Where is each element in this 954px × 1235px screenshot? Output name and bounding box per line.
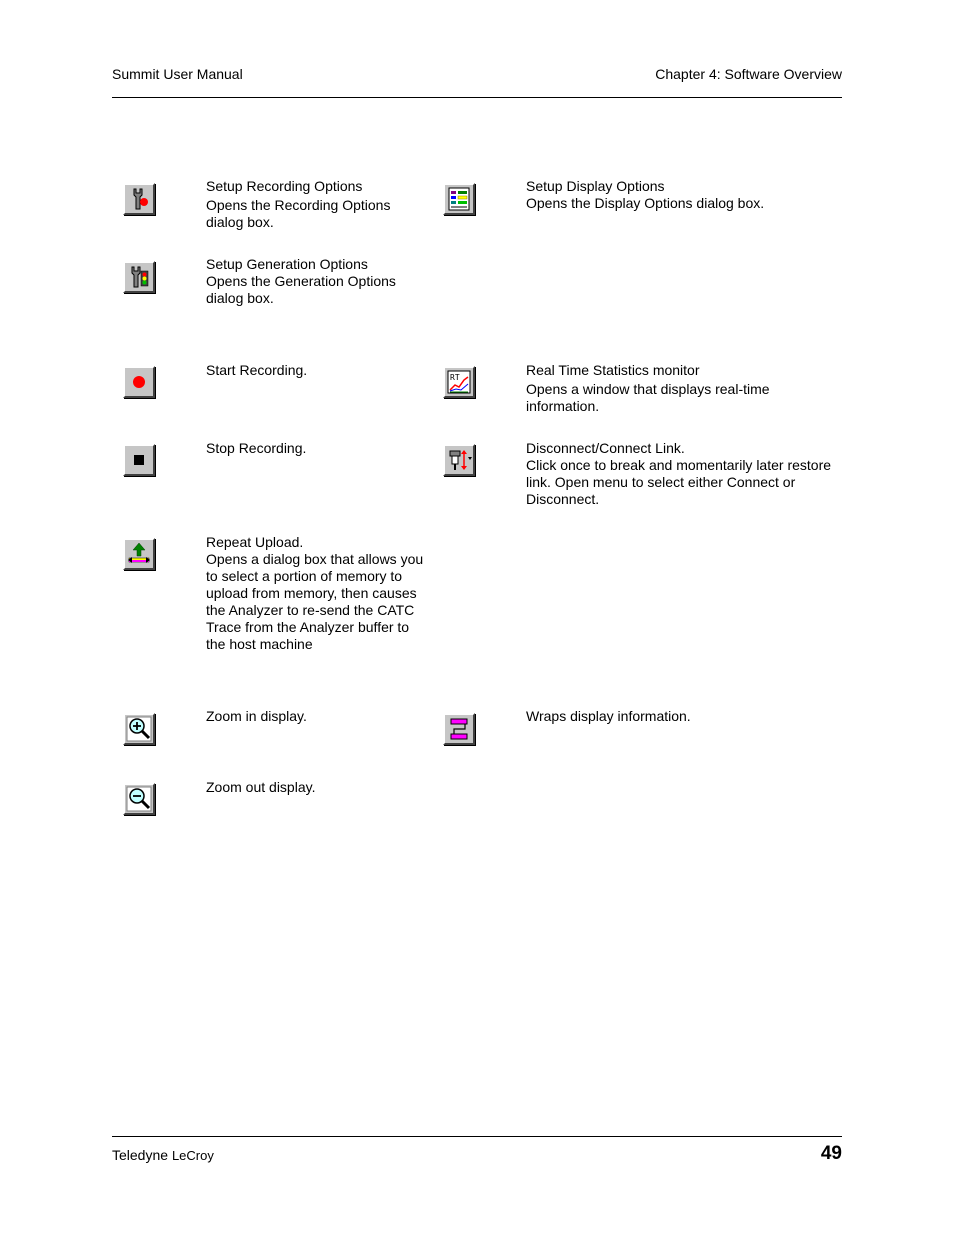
start-recording-desc [206, 362, 421, 379]
repeat-upload-body: Opens a dialog box that allows you to select a portion of memory to upload from memory, then causes the Analyzer to re-send the CATC Trace from the Analyzer buffer to the host machine [206, 551, 424, 652]
header-manual-title: Summit User Manual [112, 66, 243, 82]
disconnect-connect-desc [526, 440, 836, 508]
setup-generation-desc [206, 256, 421, 307]
setup-generation-icon [123, 261, 155, 293]
disconnect-connect-title: Disconnect/Connect Link. [526, 440, 685, 456]
footer-company-name: Teledyne [112, 1147, 169, 1163]
wrap-icon [443, 713, 475, 745]
setup-display-icon [443, 183, 475, 215]
setup-recording-body: Opens the Recording Options dialog box. [206, 197, 391, 230]
disconnect-connect-icon [443, 444, 475, 476]
footer-rule [112, 1136, 842, 1137]
setup-generation-body: Opens the Generation Options dialog box. [206, 273, 396, 306]
rt-statistics-desc [526, 362, 826, 415]
setup-display-title: Setup Display Options [526, 178, 665, 194]
setup-recording-title: Setup Recording Options [206, 178, 363, 194]
setup-display-body: Opens the Display Options dialog box. [526, 195, 765, 211]
footer-company [112, 1147, 214, 1163]
header-rule [112, 97, 842, 98]
zoom-in-title: Zoom in display. [206, 708, 307, 724]
zoom-in-desc [206, 708, 421, 725]
zoom-out-title: Zoom out display. [206, 779, 316, 795]
repeat-upload-desc [206, 534, 426, 653]
rt-statistics-body: Opens a window that displays real-time information. [526, 381, 770, 414]
setup-display-desc [526, 178, 826, 212]
stop-recording-title: Stop Recording. [206, 440, 307, 456]
zoom-out-desc [206, 779, 421, 796]
stop-icon [123, 444, 155, 476]
wrap-title: Wraps display information. [526, 708, 691, 724]
wrap-desc [526, 708, 826, 725]
setup-generation-title: Setup Generation Options [206, 256, 368, 272]
zoom-out-icon [123, 783, 155, 815]
repeat-upload-icon [123, 538, 155, 570]
record-icon [123, 366, 155, 398]
start-recording-title: Start Recording. [206, 362, 308, 378]
page-number: 49 [820, 1143, 842, 1164]
rt-statistics-icon [443, 366, 475, 398]
stop-recording-desc [206, 440, 421, 457]
header-chapter-title: Chapter 4: Software Overview [655, 66, 842, 82]
setup-recording-icon [123, 183, 155, 215]
footer-company-sub: LeCroy [171, 1148, 214, 1163]
rt-icon-label: RT [450, 373, 460, 382]
disconnect-connect-body: Click once to break and momentarily later restore link. Open menu to select either Connect or Disconnect. [526, 457, 832, 507]
setup-recording-desc [206, 178, 421, 231]
rt-statistics-title: Real Time Statistics monitor [526, 362, 700, 378]
repeat-upload-title: Repeat Upload. [206, 534, 304, 550]
zoom-in-icon [123, 713, 155, 745]
